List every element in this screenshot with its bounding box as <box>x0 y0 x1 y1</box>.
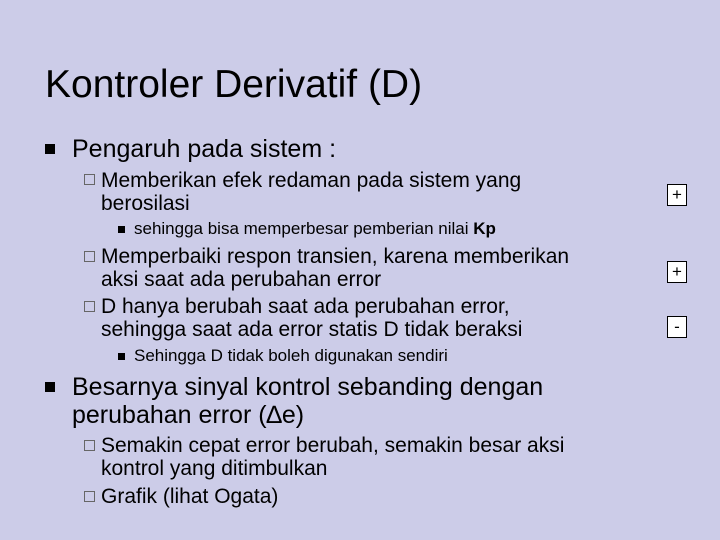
bullet-text-line: Besarnya sinyal kontrol sebanding dengan <box>72 373 544 401</box>
bullet-text <box>72 373 543 429</box>
bullet-text <box>134 219 496 239</box>
bullet-text <box>101 434 564 480</box>
checkbox-bullet <box>84 301 95 312</box>
bullet-text-bold: Kp <box>473 219 496 238</box>
bullet-text-part: sehingga bisa memperbesar pemberian nilai <box>134 219 474 238</box>
checkbox-bullet <box>84 174 95 185</box>
checkbox-bullet <box>84 440 95 451</box>
bullet-text <box>101 245 569 291</box>
bullet-square <box>118 353 125 360</box>
checkbox-bullet <box>84 491 95 502</box>
bullet-square <box>45 144 55 154</box>
bullet-text-line: Memperbaiki respon transien, karena memberikan <box>101 245 570 268</box>
plus-marker: + <box>667 184 687 206</box>
bullet-text: Pengaruh pada sistem : <box>72 135 337 163</box>
bullet-text <box>101 295 522 341</box>
minus-marker: - <box>667 316 687 338</box>
bullet-text <box>101 169 521 215</box>
bullet-square <box>118 226 125 233</box>
bullet-text-line: Memberikan efek redaman pada sistem yang <box>101 169 522 192</box>
bullet-text-line: kontrol yang ditimbulkan <box>101 457 328 480</box>
bullet-text-line: perubahan error (∆e) <box>72 401 305 429</box>
plus-marker: + <box>667 261 687 283</box>
bullet-text: Grafik (lihat Ogata) <box>101 485 279 508</box>
bullet-text-line: aksi saat ada perubahan error <box>101 268 382 291</box>
bullet-square <box>45 382 55 392</box>
bullet-text-line: sehingga saat ada error statis D tidak beraksi <box>101 318 523 341</box>
checkbox-bullet <box>84 251 95 262</box>
bullet-text: Sehingga D tidak boleh digunakan sendiri <box>134 346 448 365</box>
bullet-text-line: D hanya berubah saat ada perubahan error, <box>101 295 510 318</box>
bullet-text-line: berosilasi <box>101 192 190 215</box>
bullet-text-line: Semakin cepat error berubah, semakin besar aksi <box>101 434 565 457</box>
slide-title: Kontroler Derivatif (D) <box>45 63 423 106</box>
